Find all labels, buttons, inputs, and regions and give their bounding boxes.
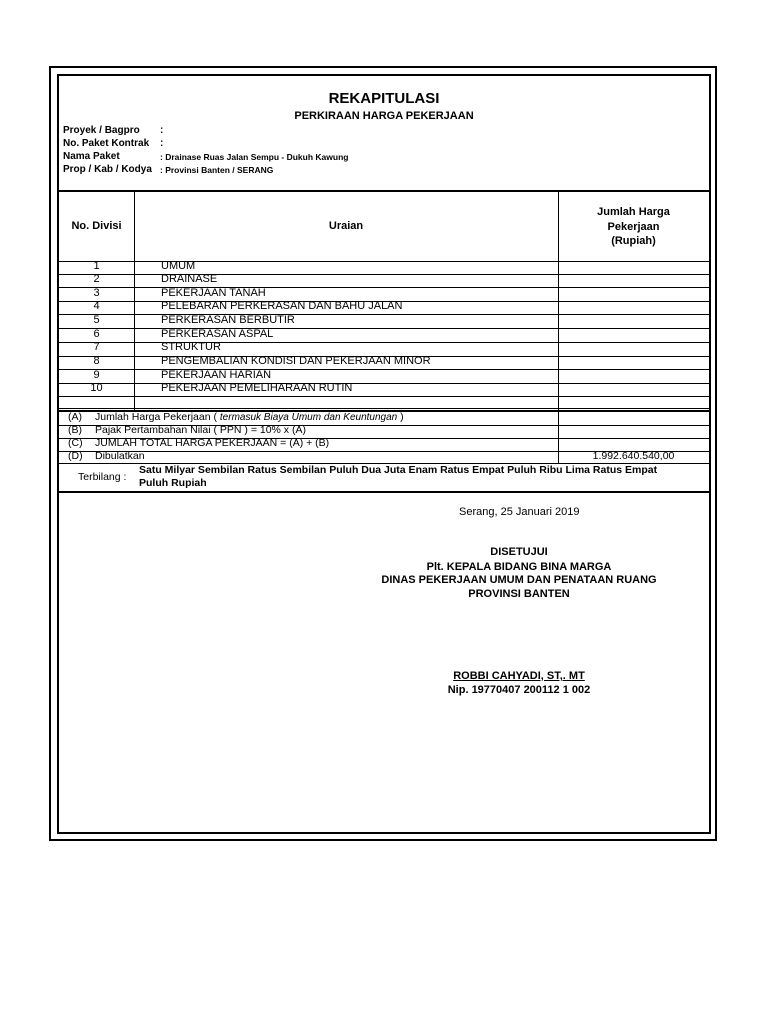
table-header-bottom [59,261,709,262]
approver-name: ROBBI CAHYADI, ST,. MT [453,670,585,682]
row-line [59,314,709,315]
row-uraian: PELEBARAN PERKERASAN DAN BAHU JALAN [161,300,403,312]
table-header-uraian: Uraian [328,220,364,232]
table-header-jumlah-line3: (Rupiah) [611,235,656,247]
approver-position: Plt. KEPALA BIDANG BINA MARGA [426,561,612,573]
summary-label-a [95,411,404,423]
row-no: 4 [93,300,100,312]
row-line [59,287,709,288]
terbilang-bottom-border [59,491,709,493]
meta-label-paket-kontrak: No. Paket Kontrak [63,138,150,149]
meta-value-paket-kontrak: : [160,138,164,149]
row-no: 5 [93,314,100,326]
row-uraian: PEKERJAAN TANAH [161,287,266,299]
approved-label: DISETUJUI [490,546,548,558]
document-title: REKAPITULASI [328,90,440,107]
terbilang-line2: Puluh Rupiah [139,477,207,489]
meta-label-proyek: Proyek / Bagpro [63,125,140,136]
row-no: 2 [93,273,100,285]
row-no: 7 [93,341,100,353]
row-line [59,274,709,275]
table-header-jumlah-line2: Pekerjaan [607,221,660,233]
terbilang-line1: Satu Milyar Sembilan Ratus Sembilan Puluh Dua Juta Enam Ratus Empat Puluh Ribu Lima Ratus Empat [139,464,658,476]
meta-label-prop-kab: Prop / Kab / Kodya [63,164,152,175]
summary-label-a-note: termasuk Biaya Umum dan Keuntungan [219,412,398,423]
row-line [59,408,709,409]
summary-label-c: JUMLAH TOTAL HARGA PEKERJAAN = (A) + (B) [95,437,330,449]
approver-office: DINAS PEKERJAAN UMUM DAN PENATAAN RUANG [381,574,657,586]
summary-label-b: Pajak Pertambahan Nilai ( PPN ) = 10% x (A) [95,424,306,436]
meta-value-prop-kab: : Provinsi Banten / SERANG [160,165,274,175]
document-subtitle: PERKIRAAN HARGA PEKERJAAN [294,110,474,122]
row-line [59,342,709,343]
row-uraian: DRAINASE [161,273,218,285]
meta-value-proyek: : [160,125,164,136]
row-uraian: PERKERASAN ASPAL [161,328,274,340]
document-inner-border [57,74,711,834]
summary-value-d: 1.992.640.540,00 [592,450,675,462]
meta-label-nama-paket: Nama Paket [63,151,120,162]
row-line [59,396,709,397]
summary-label-a-close: ) [400,411,404,423]
approver-province: PROVINSI BANTEN [468,588,570,600]
row-uraian: PENGEMBALIAN KONDISI DAN PEKERJAAN MINOR [161,355,431,367]
row-no: 6 [93,328,100,340]
row-uraian: UMUM [161,260,196,272]
row-no: 10 [90,382,103,394]
row-no: 1 [93,260,100,272]
row-no: 8 [93,355,100,367]
table-top-border [59,190,709,192]
summary-code-a: (A) [68,411,82,423]
meta-value-nama-paket: : Drainase Ruas Jalan Sempu - Dukuh Kawung [160,152,349,162]
row-uraian: PERKERASAN BERBUTIR [161,314,295,326]
row-line [59,369,709,370]
row-no: 3 [93,287,100,299]
terbilang-label: Terbilang : [78,471,127,483]
summary-code-b: (B) [68,424,82,436]
row-line [59,328,709,329]
table-header-no-divisi: No. Divisi [71,220,122,232]
summary-label-a-text: Jumlah Harga Pekerjaan ( [95,411,217,423]
approver-nip: Nip. 19770407 200112 1 002 [447,684,591,696]
summary-code-d: (D) [68,450,83,462]
summary-code-c: (C) [68,437,83,449]
row-uraian: PEKERJAAN PEMELIHARAAN RUTIN [161,382,353,394]
row-no: 9 [93,369,100,381]
table-header-jumlah-line1: Jumlah Harga [597,206,670,218]
row-uraian: PEKERJAAN HARIAN [161,369,272,381]
summary-label-d: Dibulatkan [95,450,145,462]
row-uraian: STRUKTUR [161,341,221,353]
place-date: Serang, 25 Januari 2019 [459,506,580,518]
row-line [59,383,709,384]
